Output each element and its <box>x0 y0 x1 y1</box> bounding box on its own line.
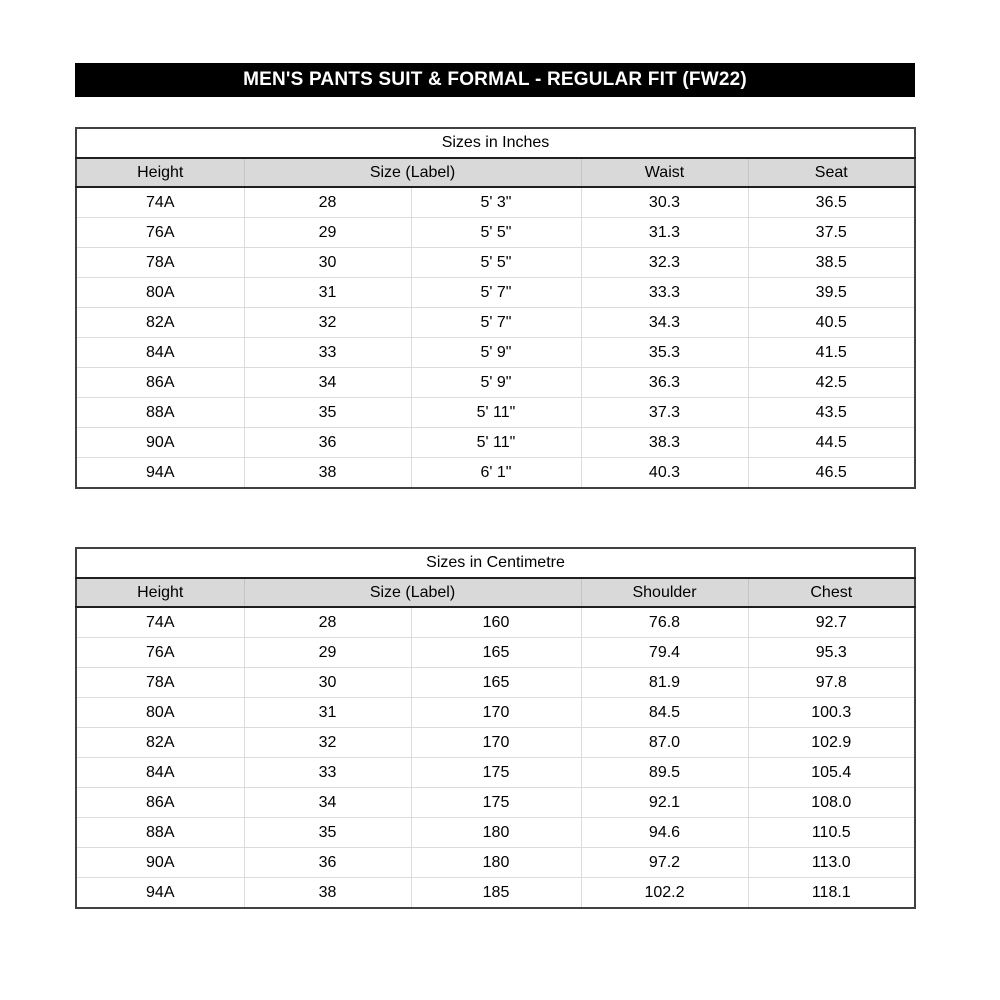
table-cell: 46.5 <box>748 458 915 489</box>
table-cell: 89.5 <box>581 758 748 788</box>
table-cell: 42.5 <box>748 368 915 398</box>
table-cell: 94A <box>76 458 244 489</box>
table-cell: 105.4 <box>748 758 915 788</box>
centimetre-table-body <box>76 607 915 908</box>
table-cell: 38.3 <box>581 428 748 458</box>
table-row <box>76 248 915 278</box>
table-cell: 175 <box>411 758 581 788</box>
table-caption: Sizes in Centimetre <box>76 548 915 578</box>
table-cell: 36.5 <box>748 187 915 218</box>
table-cell: 78A <box>76 248 244 278</box>
inches-table-body <box>76 187 915 488</box>
table-header-row <box>76 578 915 607</box>
table-cell: 32 <box>244 308 411 338</box>
table-cell: 97.8 <box>748 668 915 698</box>
table-cell: 34 <box>244 368 411 398</box>
sizes-in-centimetre-table <box>75 547 916 909</box>
table-cell: 79.4 <box>581 638 748 668</box>
table-cell: 44.5 <box>748 428 915 458</box>
table-cell: 29 <box>244 218 411 248</box>
table-cell: 40.3 <box>581 458 748 489</box>
table-cell: 6' 1" <box>411 458 581 489</box>
table-cell: 82A <box>76 728 244 758</box>
table-cell: 76A <box>76 218 244 248</box>
table-caption-row <box>76 128 915 158</box>
table-cell: 5' 11" <box>411 398 581 428</box>
table-cell: 160 <box>411 607 581 638</box>
table-cell: 110.5 <box>748 818 915 848</box>
table-cell: 31.3 <box>581 218 748 248</box>
table-cell: 39.5 <box>748 278 915 308</box>
table-cell: 36 <box>244 848 411 878</box>
table-cell: 35.3 <box>581 338 748 368</box>
table-cell: 5' 7" <box>411 278 581 308</box>
table-cell: 102.9 <box>748 728 915 758</box>
table-cell: 37.5 <box>748 218 915 248</box>
col-header-size-label: Size (Label) <box>244 158 581 187</box>
table-cell: 87.0 <box>581 728 748 758</box>
table-cell: 90A <box>76 848 244 878</box>
table-row <box>76 818 915 848</box>
table-cell: 92.1 <box>581 788 748 818</box>
table-cell: 33 <box>244 338 411 368</box>
table-cell: 80A <box>76 278 244 308</box>
table-cell: 5' 11" <box>411 428 581 458</box>
table-cell: 88A <box>76 818 244 848</box>
table-row <box>76 878 915 909</box>
table-cell: 95.3 <box>748 638 915 668</box>
table-cell: 86A <box>76 368 244 398</box>
col-header-chest: Chest <box>748 578 915 607</box>
chart-title: MEN'S PANTS SUIT & FORMAL - REGULAR FIT (FW22) <box>243 69 747 90</box>
table-row <box>76 428 915 458</box>
table-cell: 34 <box>244 788 411 818</box>
table-row <box>76 848 915 878</box>
table-row <box>76 338 915 368</box>
table-cell: 29 <box>244 638 411 668</box>
table-cell: 175 <box>411 788 581 818</box>
table-row <box>76 368 915 398</box>
table-row <box>76 187 915 218</box>
table-row <box>76 308 915 338</box>
table-cell: 5' 9" <box>411 368 581 398</box>
table-row <box>76 607 915 638</box>
table-cell: 5' 5" <box>411 248 581 278</box>
table-row <box>76 458 915 489</box>
table-row <box>76 278 915 308</box>
table-header-row <box>76 158 915 187</box>
table-caption-row <box>76 548 915 578</box>
table-cell: 118.1 <box>748 878 915 909</box>
table-cell: 5' 5" <box>411 218 581 248</box>
table-cell: 5' 7" <box>411 308 581 338</box>
table-cell: 32 <box>244 728 411 758</box>
table-cell: 180 <box>411 818 581 848</box>
table-cell: 180 <box>411 848 581 878</box>
table-cell: 97.2 <box>581 848 748 878</box>
table-cell: 90A <box>76 428 244 458</box>
chart-title-bar <box>75 63 915 97</box>
table-cell: 108.0 <box>748 788 915 818</box>
col-header-size-label: Size (Label) <box>244 578 581 607</box>
col-header-height: Height <box>76 158 244 187</box>
table-cell: 94.6 <box>581 818 748 848</box>
table-cell: 38 <box>244 878 411 909</box>
table-cell: 36 <box>244 428 411 458</box>
table-cell: 28 <box>244 187 411 218</box>
table-cell: 76.8 <box>581 607 748 638</box>
table-cell: 38 <box>244 458 411 489</box>
table-cell: 185 <box>411 878 581 909</box>
table-row <box>76 218 915 248</box>
col-header-height: Height <box>76 578 244 607</box>
table-cell: 31 <box>244 278 411 308</box>
table-cell: 74A <box>76 187 244 218</box>
table-cell: 5' 9" <box>411 338 581 368</box>
table-cell: 32.3 <box>581 248 748 278</box>
table-cell: 94A <box>76 878 244 909</box>
table-cell: 80A <box>76 698 244 728</box>
table-cell: 40.5 <box>748 308 915 338</box>
table-cell: 35 <box>244 398 411 428</box>
table-cell: 76A <box>76 638 244 668</box>
table-cell: 100.3 <box>748 698 915 728</box>
table-cell: 36.3 <box>581 368 748 398</box>
table-cell: 86A <box>76 788 244 818</box>
table-cell: 165 <box>411 668 581 698</box>
table-cell: 30 <box>244 668 411 698</box>
table-cell: 28 <box>244 607 411 638</box>
table-cell: 165 <box>411 638 581 668</box>
table-cell: 33.3 <box>581 278 748 308</box>
table-row <box>76 698 915 728</box>
table-cell: 30 <box>244 248 411 278</box>
table-cell: 33 <box>244 758 411 788</box>
table-cell: 78A <box>76 668 244 698</box>
table-cell: 35 <box>244 818 411 848</box>
table-row <box>76 638 915 668</box>
table-cell: 43.5 <box>748 398 915 428</box>
table-cell: 102.2 <box>581 878 748 909</box>
table-cell: 74A <box>76 607 244 638</box>
table-cell: 41.5 <box>748 338 915 368</box>
col-header-waist: Waist <box>581 158 748 187</box>
sizes-in-inches-table <box>75 127 916 489</box>
table-cell: 84.5 <box>581 698 748 728</box>
table-cell: 84A <box>76 338 244 368</box>
col-header-seat: Seat <box>748 158 915 187</box>
table-cell: 31 <box>244 698 411 728</box>
table-cell: 113.0 <box>748 848 915 878</box>
table-row <box>76 788 915 818</box>
col-header-shoulder: Shoulder <box>581 578 748 607</box>
table-cell: 34.3 <box>581 308 748 338</box>
table-cell: 81.9 <box>581 668 748 698</box>
table-cell: 37.3 <box>581 398 748 428</box>
table-cell: 30.3 <box>581 187 748 218</box>
table-row <box>76 728 915 758</box>
table-cell: 170 <box>411 728 581 758</box>
table-cell: 88A <box>76 398 244 428</box>
table-cell: 84A <box>76 758 244 788</box>
table-row <box>76 758 915 788</box>
table-cell: 82A <box>76 308 244 338</box>
table-cell: 170 <box>411 698 581 728</box>
table-cell: 38.5 <box>748 248 915 278</box>
table-row <box>76 668 915 698</box>
table-caption: Sizes in Inches <box>76 128 915 158</box>
table-row <box>76 398 915 428</box>
table-cell: 92.7 <box>748 607 915 638</box>
table-cell: 5' 3" <box>411 187 581 218</box>
